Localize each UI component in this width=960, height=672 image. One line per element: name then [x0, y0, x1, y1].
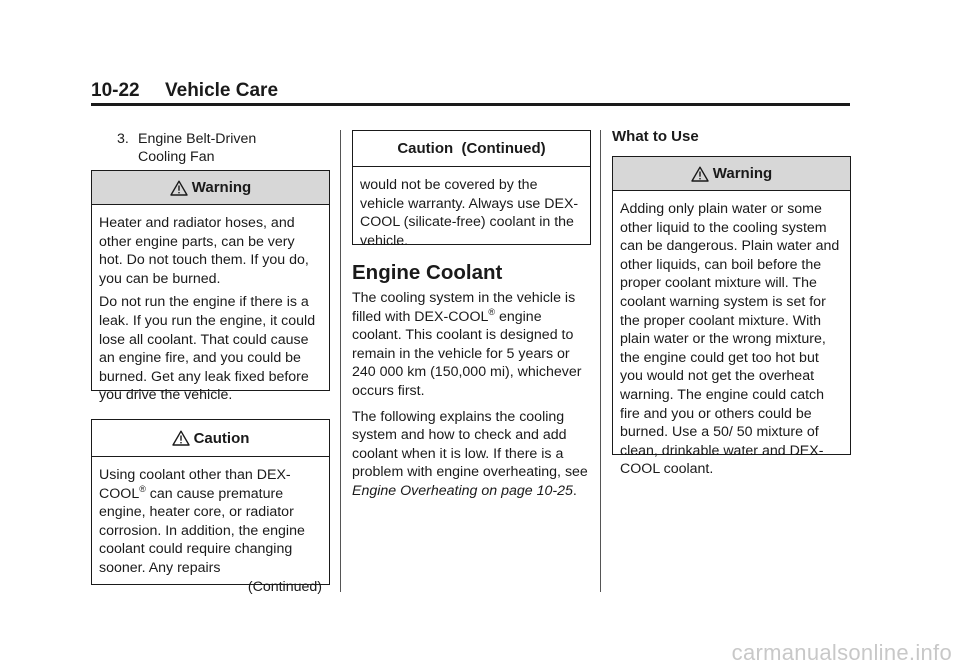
warning-title: Warning — [191, 179, 252, 196]
paragraph-2-text: The following explains the cooling system and how to check and add coolant when it is low. If there is a problem with engine overheating, see — [352, 408, 588, 481]
subheading-what-to-use: What to Use — [612, 128, 699, 145]
warning-box-right — [612, 156, 851, 478]
list-item-line1: Engine Belt-Driven — [138, 131, 257, 147]
caution-continued-text: would not be covered by the vehicle warranty. Always use DEX-COOL (silicate-free) coolant in the vehicle. — [360, 177, 579, 249]
warning-box-left — [91, 170, 330, 404]
cross-reference-link[interactable]: Engine Overheating on page 10-25 — [352, 482, 573, 499]
warning-box-right-body — [613, 191, 850, 479]
caution-continued-header: Caution (Continued) — [353, 131, 590, 167]
paragraph-1-part2: engine coolant. This coolant is designed to remain in the vehicle for 5 years or 240 000 km (150,000 mi), whichever occurs first. — [352, 308, 582, 399]
caution-box-left — [91, 419, 330, 595]
paragraph-2-end: . — [572, 482, 577, 499]
warning-paragraph-1: Heater and radiator hoses, and other engine parts, can be very hot. Do not touch them. If you do, you can be burned. — [99, 215, 309, 287]
caution-continued-body — [353, 167, 590, 250]
section-title: Vehicle Care — [165, 80, 279, 101]
caution-text-part1: Using coolant other than DEX-COOL — [99, 467, 291, 502]
coolant-paragraph-1 — [352, 289, 592, 401]
column-divider-2 — [600, 130, 601, 592]
registered-mark: ® — [139, 483, 146, 494]
warning-box-header — [92, 171, 329, 205]
warning-box-right-header — [613, 157, 850, 191]
caution-box-body — [92, 457, 329, 596]
paragraph-1-part1: The cooling system in the vehicle is filled with DEX-COOL — [352, 290, 576, 325]
caution-continued-box — [352, 130, 591, 249]
caution-title: Caution — [193, 429, 250, 447]
warning-title-2: Warning — [712, 165, 773, 182]
column-divider-1 — [340, 130, 341, 592]
coolant-paragraph-2 — [352, 408, 592, 501]
warning-triangle-icon-2 — [691, 166, 709, 182]
list-item-line2: Cooling Fan — [138, 149, 215, 165]
warning-right-text: Adding only plain water or some other liquid to the cooling system can be dangerous. Plain water and other liquids, can boil before the proper coolant mixture will. The coolant warning system is set for the proper coolant mixture. With plain water or the wrong mixture, the engine could get too hot but you would not get the overheat warning. The engine could catch fire and you or others could be burned. Use a 50/ 50 mixture of clean, drinkable water and DEX-COOL coolant. — [620, 201, 840, 478]
caution-paragraph — [99, 466, 322, 578]
section-heading: Engine Coolant — [352, 261, 503, 284]
middle-body — [352, 289, 592, 501]
warning-paragraph-2: Do not run the engine if there is a leak. If you run the engine, it could lose all coolant. That could cause an engine fire, and you could be burned. Get any leak fixed before you drive the vehicle. — [99, 294, 316, 404]
warning-box-body — [92, 205, 329, 405]
registered-mark-2: ® — [488, 306, 496, 317]
list-item — [117, 130, 308, 166]
continued-label: (Continued) — [247, 578, 322, 595]
caution-box-header — [92, 420, 329, 457]
page-number: 10-22 — [91, 80, 140, 101]
page-header — [91, 80, 278, 102]
warning-triangle-icon — [170, 180, 188, 196]
caution-text-part2: can cause premature engine, heater core, or radiator corrosion. In addition, the engine coolant could require changing sooner. Any repairs — [99, 485, 305, 576]
watermark: carmanualsonline.info — [731, 640, 952, 665]
header-rule — [91, 103, 850, 106]
caution-triangle-icon — [172, 430, 190, 446]
list-number: 3. — [117, 131, 129, 147]
